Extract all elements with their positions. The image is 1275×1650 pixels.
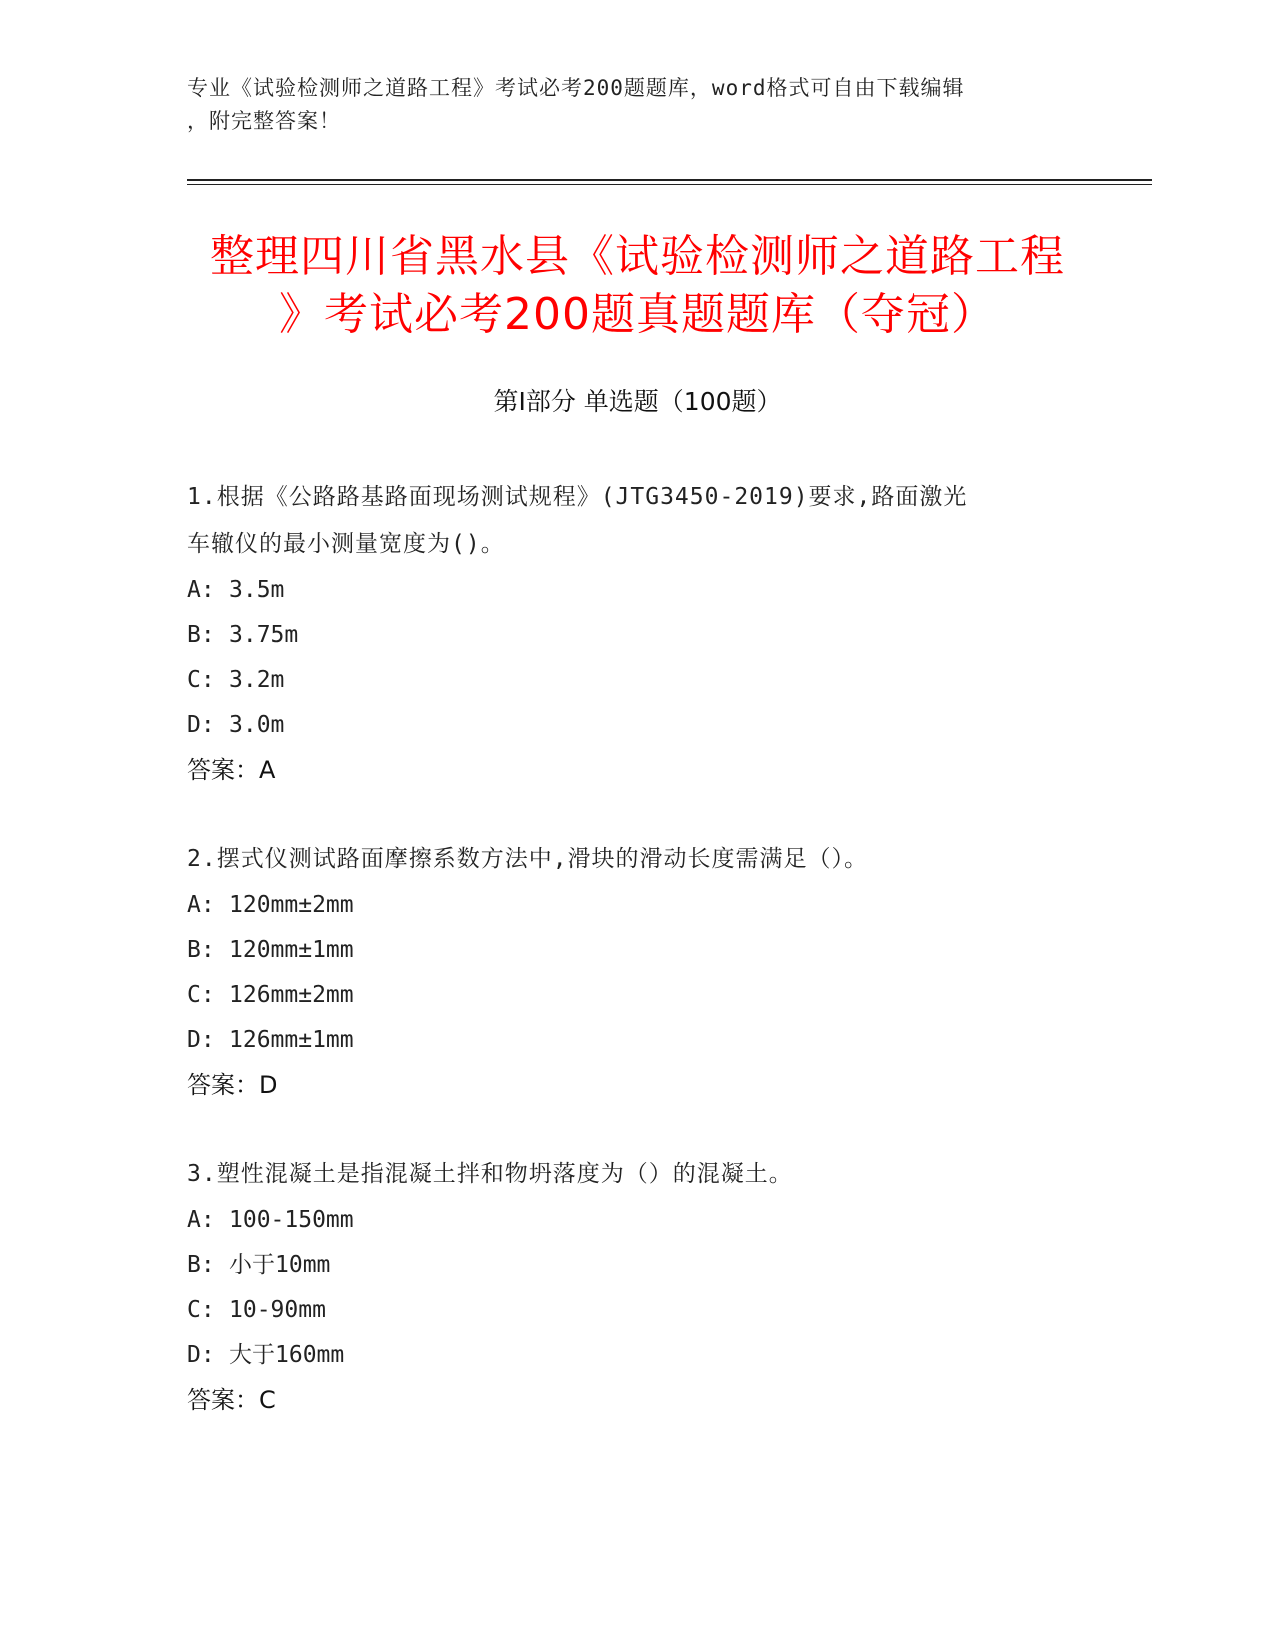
question-answer: 答案：D: [187, 1071, 278, 1099]
option-letter: D:: [187, 1027, 215, 1053]
header-divider-thin: [187, 184, 1152, 185]
question-option: [187, 1018, 1087, 1063]
section-heading: 第I部分 单选题（100题）: [493, 387, 782, 416]
option-text: 3.75m: [229, 622, 299, 648]
option-text: 100-150mm: [229, 1207, 354, 1233]
question-answer: 答案：C: [187, 1386, 276, 1414]
option-text: 120mm±2mm: [229, 892, 354, 918]
option-letter: D:: [187, 1342, 215, 1368]
question-stem: [187, 836, 1087, 883]
question-option: [187, 1243, 1087, 1288]
question-option: [187, 928, 1087, 973]
question-spacer: [187, 793, 1087, 836]
option-letter: D:: [187, 712, 215, 738]
question-item: [187, 1151, 1087, 1423]
option-letter: B:: [187, 1252, 215, 1278]
option-letter: A:: [187, 892, 215, 918]
question-stem: [187, 474, 1087, 568]
question-stem-line: 1.根据《公路路基路面现场测试规程》(JTG3450-2019)要求,路面激光: [187, 484, 968, 510]
question-option: [187, 883, 1087, 928]
question-option: [187, 568, 1087, 613]
option-text: 126mm±2mm: [229, 982, 354, 1008]
document-title: [150, 228, 1125, 344]
question-option: [187, 1288, 1087, 1333]
option-text: 3.0m: [229, 712, 285, 738]
option-text: 120mm±1mm: [229, 937, 354, 963]
question-spacer: [187, 1108, 1087, 1151]
question-option: [187, 1198, 1087, 1243]
question-stem: [187, 1151, 1087, 1198]
question-item: [187, 474, 1087, 793]
option-letter: C:: [187, 982, 215, 1008]
question-stem-line: 车辙仪的最小测量宽度为()。: [187, 531, 505, 557]
question-answer: 答案：A: [187, 756, 276, 784]
question-stem-line: 2.摆式仪测试路面摩擦系数方法中,滑块的滑动长度需满足（）。: [187, 846, 869, 872]
option-text: 126mm±1mm: [229, 1027, 354, 1053]
header-note-line-1: 专业《试验检测师之道路工程》考试必考200题题库，word格式可自由下载编辑: [187, 76, 965, 100]
question-option: [187, 973, 1087, 1018]
option-letter: B:: [187, 937, 215, 963]
option-letter: A:: [187, 577, 215, 603]
question-stem-line: 3.塑性混凝土是指混凝土拌和物坍落度为（）的混凝土。: [187, 1161, 793, 1187]
question-option: [187, 613, 1087, 658]
header-note-line-2: ，附完整答案！: [187, 109, 341, 133]
option-text: 小于10mm: [229, 1252, 331, 1278]
question-item: [187, 836, 1087, 1108]
header-divider-thick: [187, 179, 1152, 181]
option-text: 3.2m: [229, 667, 285, 693]
question-option: [187, 658, 1087, 703]
option-letter: B:: [187, 622, 215, 648]
document-title-line-1: 整理四川省黑水县《试验检测师之道路工程: [210, 231, 1065, 282]
option-letter: A:: [187, 1207, 215, 1233]
option-letter: C:: [187, 667, 215, 693]
option-text: 大于160mm: [229, 1342, 345, 1368]
header-note: [187, 72, 1067, 138]
option-text: 3.5m: [229, 577, 285, 603]
question-list: [187, 474, 1087, 1423]
option-text: 10-90mm: [229, 1297, 326, 1323]
document-title-line-2: 》考试必考200题真题题库（夺冠）: [279, 289, 996, 340]
question-option: [187, 703, 1087, 748]
option-letter: C:: [187, 1297, 215, 1323]
question-option: [187, 1333, 1087, 1378]
